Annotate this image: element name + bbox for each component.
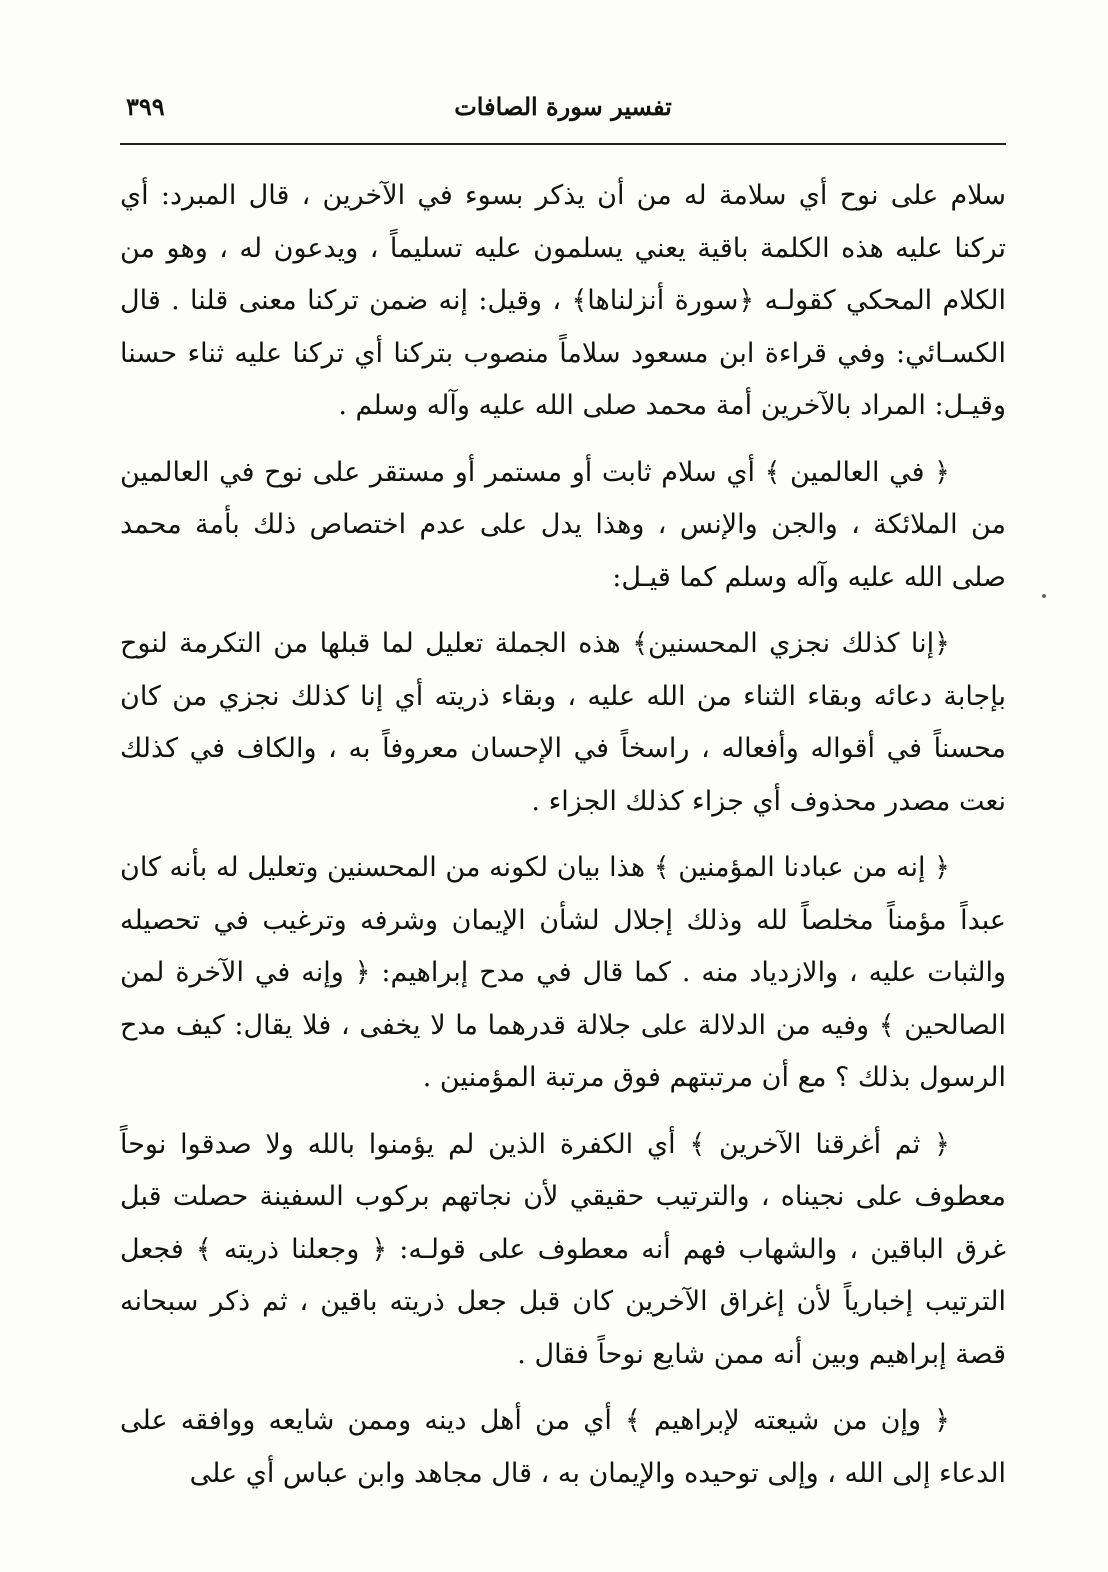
paragraph: ﴿ وإن من شيعته لإبراهيم ﴾ أي من أهل دينه وممن شايعه ووافقه على الدعاء إلى الله ، وإلى توحيده والإيمان به ، قال مجاهد وابن عباس أي على xyxy=(120,1405,1006,1489)
header-rule xyxy=(120,143,1006,145)
running-title: تفسير سورة الصافات xyxy=(454,92,672,121)
page-number: ٣٩٩ xyxy=(126,92,165,121)
paragraph: ﴿ في العالمين ﴾ أي سلام ثابت أو مستمر أو مستقر على نوح في العالمين من الملائكة ، والجن والإنس ، وهذا يدل على عدم اختصاص ذلك بأمة محمد صلى الله عليه وآله وسلم كما قيـل: xyxy=(120,456,1006,593)
page-header xyxy=(120,92,1006,134)
paragraph: ﴿ إنه من عبادنا المؤمنين ﴾ هذا بيان لكونه من المحسنين وتعليل له بأنه كان عبداً مؤمناً مخلصاً لله وذلك إجلال لشأن الإيمان وشرفه وترغيب في تحصيله والثبات عليه ، والازدياد منه . كما قال في مدح إبراهيم: ﴿ وإنه في الآخرة لمن الصالحين ﴾ وفيه من الدلالة على جلالة قدرهما ما لا يخفى ، فلا يقال: كيف مدح الرسول بذلك ؟ مع أن مرتبتهم فوق مرتبة المؤمنين . xyxy=(120,852,1006,1093)
paragraph: ﴿ ثم أغرقنا الآخرين ﴾ أي الكفرة الذين لم يؤمنوا بالله ولا صدقوا نوحاً معطوف على نجيناه ، والترتيب حقيقي لأن نجاتهم بركوب السفينة حصلت قبل غرق الباقين ، والشهاب فهم أنه معطوف على قولـه: ﴿ وجعلنا ذريته ﴾ فجعل الترتيب إخبارياً لأن إغراق الآخرين كان قبل جعل ذريته باقين ، ثم ذكر سبحانه قصة إبراهيم وبين أنه ممن شايع نوحاً فقال . xyxy=(120,1128,1006,1370)
body-text xyxy=(120,170,1006,1514)
paragraph: ﴿إنا كذلك نجزي المحسنين﴾ هذه الجملة تعليل لما قبلها من التكرمة لنوح بإجابة دعائه وبقاء الثناء من الله عليه ، وبقاء ذريته أي إنا كذلك نجزي من كان محسناً في أقواله وأفعاله ، راسخاً في الإحسان معروفاً به ، والكاف في كذلك نعت مصدر محذوف أي جزاء كذلك الجزاء . xyxy=(120,628,1006,817)
paragraph: سلام على نوح أي سلامة له من أن يذكر بسوء في الآخرين ، قال المبرد: أي تركنا عليه هذه الكلمة باقية يعني يسلمون عليه تسليماً ، ويدعون له ، وهو من الكلام المحكي كقولـه ﴿سورة أنزلناها﴾ ، وقيل: إنه ضمن تركنا معنى قلنا . قال الكسـائي: وفي قراءة ابن مسعود سلاماً منصوب بتركنا أي تركنا عليه ثناء حسنا وقيـل: المراد بالآخرين أمة محمد صلى الله عليه وآله وسلم . xyxy=(120,180,1006,421)
margin-speck xyxy=(1042,594,1046,598)
